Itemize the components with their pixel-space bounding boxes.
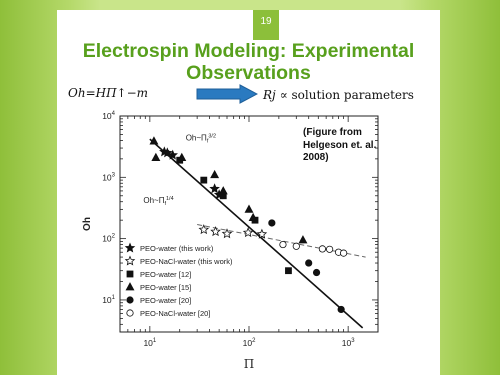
slide-title-line1: Electrospin Modeling: Experimental: [82, 40, 415, 62]
data-point-series-1: [211, 227, 220, 235]
relation-variable: Rj: [263, 88, 276, 102]
x-axis-label: Π: [243, 357, 255, 371]
legend-label: PEO-NaCl-water [20]: [140, 309, 211, 318]
y-tick-label: $10^3$: [102, 172, 115, 183]
data-point-series-3: [245, 205, 253, 212]
slide-title: [62, 40, 435, 84]
data-point-series-2: [285, 268, 291, 274]
y-tick-label: $10^2$: [102, 233, 115, 244]
y-tick-label: $10^1$: [102, 294, 115, 305]
legend-marker: [127, 310, 133, 316]
relation-text: [263, 88, 414, 102]
legend-label: PEO-water (this work): [140, 244, 214, 253]
x-tick-label: $10^1$: [143, 338, 157, 348]
legend-label: PEO-water [15]: [140, 283, 192, 292]
ohnesorge-formula: Oh=HΠ↑−m: [68, 86, 149, 100]
page-number: 19: [260, 16, 272, 27]
legend-label: PEO-NaCl-water (this work): [140, 257, 233, 266]
legend-marker: [126, 283, 134, 290]
data-point-series-5: [319, 246, 325, 252]
right-arrow-icon: [196, 84, 258, 104]
data-point-series-4: [338, 306, 344, 312]
legend-label: PEO-water [20]: [140, 296, 192, 305]
data-point-series-5: [293, 243, 299, 249]
legend-marker: [126, 244, 135, 252]
figure-citation: (Figure from Helgeson et. al. 2008): [303, 127, 377, 163]
data-point-series-3: [219, 187, 227, 194]
legend-marker: [126, 257, 135, 265]
x-tick-label: $10^2$: [242, 338, 256, 348]
data-point-series-5: [280, 241, 286, 247]
relation-description: ∝ solution parameters: [275, 88, 414, 102]
slide-title-line2: Observations: [186, 62, 311, 84]
data-point-series-4: [305, 260, 311, 266]
legend-marker: [127, 271, 133, 277]
data-point-series-5: [326, 246, 332, 252]
data-point-series-3: [211, 171, 219, 178]
data-point-series-4: [269, 220, 275, 226]
legend-marker: [127, 297, 133, 303]
data-point-series-2: [201, 177, 207, 183]
legend-label: PEO-water [12]: [140, 270, 192, 279]
fit-line-label: $Oh\sim\Pi_f^{1/4}$: [143, 196, 174, 208]
y-axis-label: Oh: [82, 217, 93, 231]
right-arrow-shape: [197, 85, 257, 103]
data-point-series-5: [340, 250, 346, 256]
y-tick-label: $10^4$: [102, 111, 115, 121]
data-point-series-3: [152, 154, 160, 161]
data-point-series-4: [313, 269, 319, 275]
data-point-series-3: [299, 236, 307, 243]
fit-line-label: $Oh\sim\Pi_f^{3/2}$: [185, 133, 217, 145]
data-point-series-0: [210, 184, 219, 192]
x-tick-label: $10^3$: [341, 338, 355, 348]
